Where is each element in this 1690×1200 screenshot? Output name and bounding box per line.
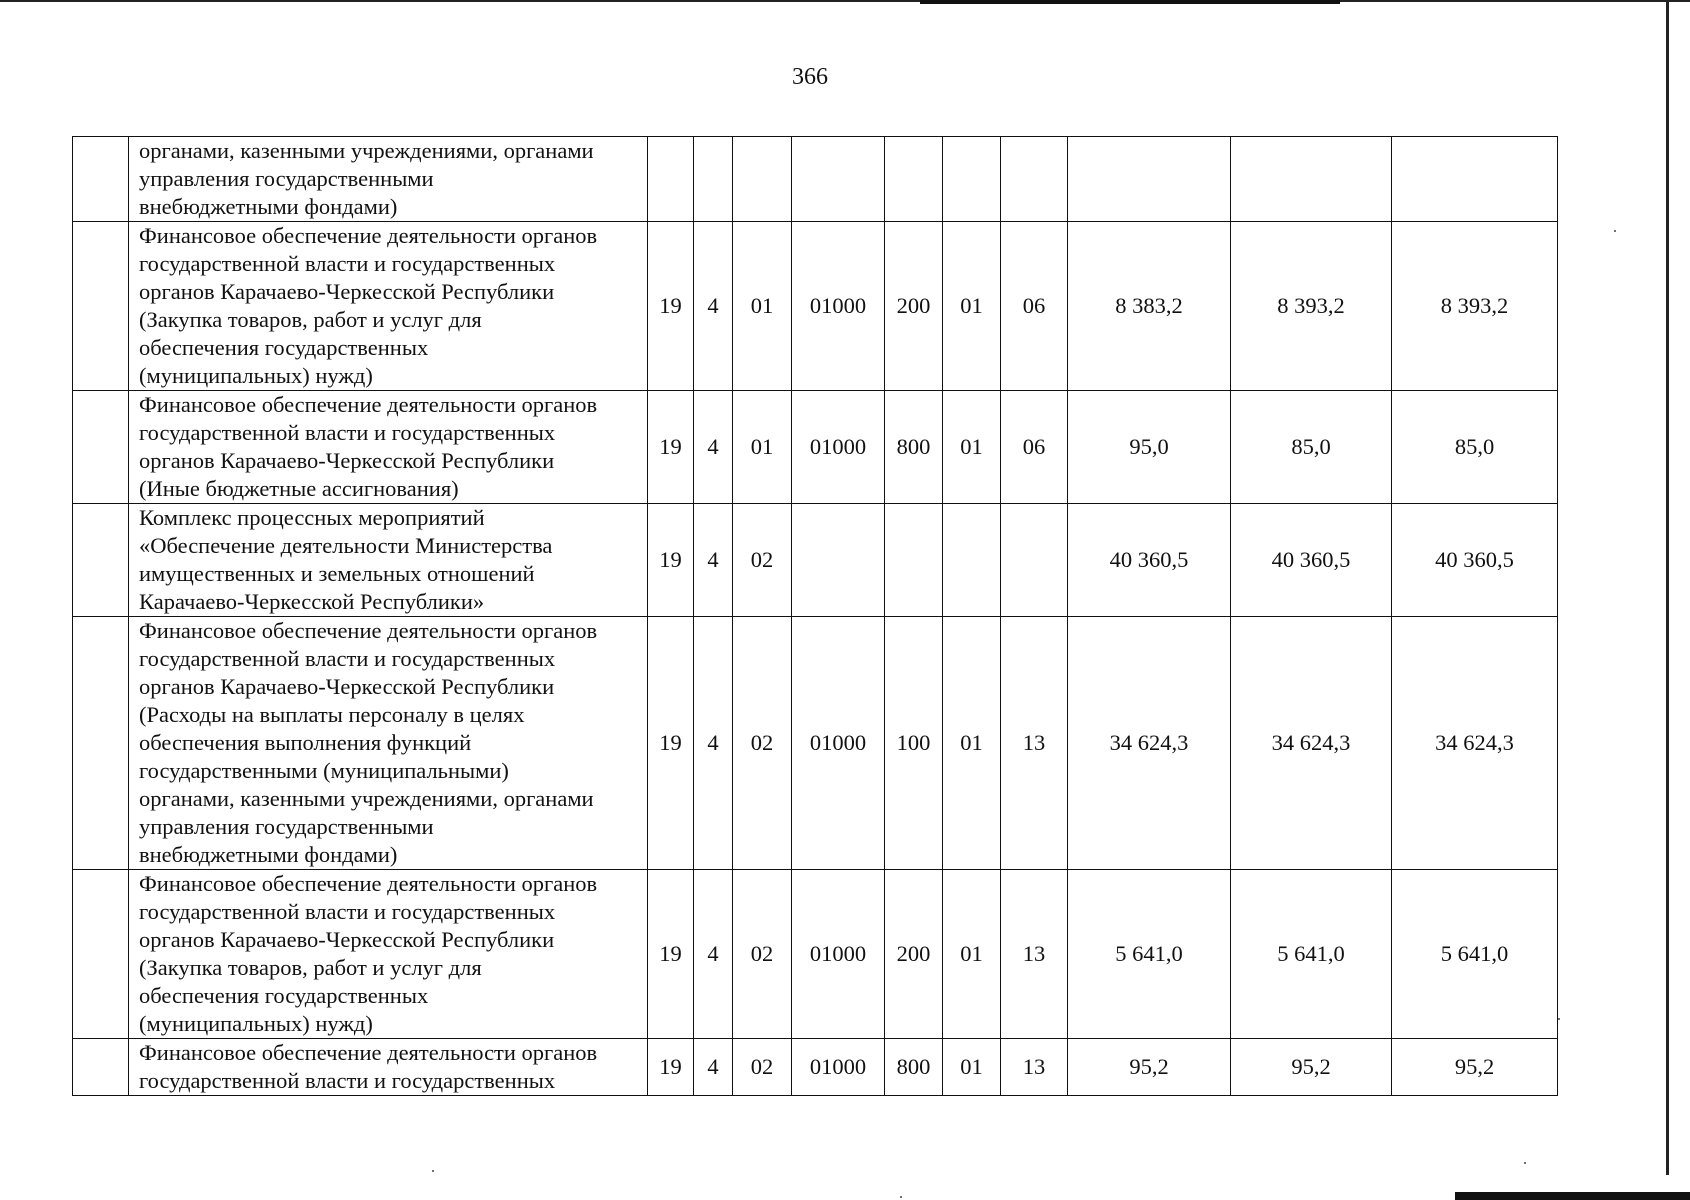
code-expense-type: 100 xyxy=(885,617,943,870)
code-direction: 01000 xyxy=(792,870,885,1039)
code-direction: 01000 xyxy=(792,1039,885,1096)
description-line: государственными (муниципальными) xyxy=(139,758,509,783)
table-row xyxy=(73,617,1558,870)
scan-speck xyxy=(432,1170,434,1172)
page-number: 366 xyxy=(792,64,828,90)
description-cell xyxy=(129,870,648,1039)
description-line: органами, казенными учреждениями, органами xyxy=(139,786,594,811)
description-line: Комплекс процессных мероприятий xyxy=(139,505,485,530)
code-gp: 19 xyxy=(648,1039,694,1096)
code-subprogram: 4 xyxy=(694,222,733,391)
scan-speck xyxy=(1558,1018,1560,1020)
description-line: государственной власти и государственных xyxy=(139,1068,556,1093)
amount-year-2: 5 641,0 xyxy=(1231,870,1392,1039)
table-row xyxy=(73,1039,1558,1096)
row-number-cell xyxy=(73,391,129,504)
amount-year-1: 8 383,2 xyxy=(1068,222,1231,391)
code-subsection: 06 xyxy=(1001,222,1068,391)
amount-year-2: 85,0 xyxy=(1231,391,1392,504)
code-section xyxy=(943,137,1001,222)
amount-year-3: 8 393,2 xyxy=(1392,222,1558,391)
description-line: обеспечения государственных xyxy=(139,983,429,1008)
code-section xyxy=(943,504,1001,617)
row-number-cell xyxy=(73,222,129,391)
code-main-event: 01 xyxy=(733,222,792,391)
description-cell xyxy=(129,222,648,391)
description-line: органов Карачаево-Черкесской Республики xyxy=(139,674,555,699)
scan-speck xyxy=(900,1196,902,1198)
description-cell xyxy=(129,504,648,617)
code-subsection xyxy=(1001,137,1068,222)
amount-year-1: 40 360,5 xyxy=(1068,504,1231,617)
amount-year-1: 95,0 xyxy=(1068,391,1231,504)
description-line: органами, казенными учреждениями, органами xyxy=(139,138,594,163)
amount-year-2: 34 624,3 xyxy=(1231,617,1392,870)
code-gp: 19 xyxy=(648,504,694,617)
code-main-event: 02 xyxy=(733,870,792,1039)
description-line: органов Карачаево-Черкесской Республики xyxy=(139,448,555,473)
table-row xyxy=(73,222,1558,391)
row-number-cell xyxy=(73,504,129,617)
code-subprogram: 4 xyxy=(694,1039,733,1096)
description-line: (Расходы на выплаты персоналу в целях xyxy=(139,702,525,727)
code-expense-type xyxy=(885,504,943,617)
description-line: внебюджетными фондами) xyxy=(139,194,398,219)
code-direction: 01000 xyxy=(792,617,885,870)
amount-year-1 xyxy=(1068,137,1231,222)
description-line: имущественных и земельных отношений xyxy=(139,561,535,586)
description-cell xyxy=(129,391,648,504)
code-main-event: 02 xyxy=(733,617,792,870)
description-line: (муниципальных) нужд) xyxy=(139,1011,373,1036)
code-main-event: 01 xyxy=(733,391,792,504)
amount-year-2 xyxy=(1231,137,1392,222)
scan-speck xyxy=(1614,230,1616,232)
row-number-cell xyxy=(73,870,129,1039)
code-expense-type: 800 xyxy=(885,1039,943,1096)
code-gp: 19 xyxy=(648,391,694,504)
description-line: Карачаево-Черкесской Республики» xyxy=(139,589,485,614)
amount-year-3: 95,2 xyxy=(1392,1039,1558,1096)
description-line: Финансовое обеспечение деятельности органов xyxy=(139,392,598,417)
description-line: государственной власти и государственных xyxy=(139,899,556,924)
scan-edge-bottom xyxy=(1455,1192,1690,1200)
amount-year-2: 40 360,5 xyxy=(1231,504,1392,617)
scan-speck xyxy=(1524,1162,1526,1164)
code-expense-type: 200 xyxy=(885,222,943,391)
description-line: Финансовое обеспечение деятельности органов xyxy=(139,871,598,896)
code-subprogram: 4 xyxy=(694,870,733,1039)
amount-year-2: 8 393,2 xyxy=(1231,222,1392,391)
description-line: (Иные бюджетные ассигнования) xyxy=(139,476,459,501)
code-direction xyxy=(792,504,885,617)
code-gp xyxy=(648,137,694,222)
code-section: 01 xyxy=(943,1039,1001,1096)
description-line: государственной власти и государственных xyxy=(139,420,556,445)
code-section: 01 xyxy=(943,391,1001,504)
description-line: органов Карачаево-Черкесской Республики xyxy=(139,927,555,952)
amount-year-1: 5 641,0 xyxy=(1068,870,1231,1039)
code-subsection: 06 xyxy=(1001,391,1068,504)
description-line: обеспечения выполнения функций xyxy=(139,730,472,755)
budget-table xyxy=(72,136,1558,1096)
code-expense-type: 200 xyxy=(885,870,943,1039)
row-number-cell xyxy=(73,1039,129,1096)
amount-year-1: 95,2 xyxy=(1068,1039,1231,1096)
description-line: внебюджетными фондами) xyxy=(139,842,398,867)
description-line: управления государственными xyxy=(139,814,434,839)
code-main-event: 02 xyxy=(733,504,792,617)
row-number-cell xyxy=(73,617,129,870)
description-line: государственной власти и государственных xyxy=(139,646,556,671)
description-line: Финансовое обеспечение деятельности органов xyxy=(139,1040,598,1065)
table-row xyxy=(73,870,1558,1039)
description-line: Финансовое обеспечение деятельности органов xyxy=(139,618,598,643)
code-section: 01 xyxy=(943,617,1001,870)
description-line: органов Карачаево-Черкесской Республики xyxy=(139,279,555,304)
description-line: государственной власти и государственных xyxy=(139,251,556,276)
table-row xyxy=(73,391,1558,504)
table-body xyxy=(73,137,1558,1096)
scan-edge-top-thick xyxy=(920,0,1340,4)
description-cell xyxy=(129,617,648,870)
amount-year-3: 34 624,3 xyxy=(1392,617,1558,870)
amount-year-3: 5 641,0 xyxy=(1392,870,1558,1039)
code-gp: 19 xyxy=(648,617,694,870)
description-cell xyxy=(129,137,648,222)
table-row xyxy=(73,137,1558,222)
description-line: (Закупка товаров, работ и услуг для xyxy=(139,307,482,332)
description-line: (Закупка товаров, работ и услуг для xyxy=(139,955,482,980)
code-subsection: 13 xyxy=(1001,1039,1068,1096)
code-gp: 19 xyxy=(648,870,694,1039)
amount-year-1: 34 624,3 xyxy=(1068,617,1231,870)
description-line: «Обеспечение деятельности Министерства xyxy=(139,533,553,558)
description-cell xyxy=(129,1039,648,1096)
description-line: (муниципальных) нужд) xyxy=(139,363,373,388)
code-main-event xyxy=(733,137,792,222)
amount-year-3 xyxy=(1392,137,1558,222)
description-line: обеспечения государственных xyxy=(139,335,429,360)
scan-edge-top xyxy=(0,0,1690,2)
code-expense-type: 800 xyxy=(885,391,943,504)
code-direction: 01000 xyxy=(792,222,885,391)
code-subprogram: 4 xyxy=(694,504,733,617)
code-section: 01 xyxy=(943,870,1001,1039)
code-expense-type xyxy=(885,137,943,222)
scan-edge-right xyxy=(1666,0,1669,1175)
code-gp: 19 xyxy=(648,222,694,391)
description-line: управления государственными xyxy=(139,166,434,191)
code-subprogram: 4 xyxy=(694,391,733,504)
code-direction: 01000 xyxy=(792,391,885,504)
code-subsection: 13 xyxy=(1001,870,1068,1039)
table-row xyxy=(73,504,1558,617)
amount-year-2: 95,2 xyxy=(1231,1039,1392,1096)
amount-year-3: 40 360,5 xyxy=(1392,504,1558,617)
code-subsection xyxy=(1001,504,1068,617)
row-number-cell xyxy=(73,137,129,222)
amount-year-3: 85,0 xyxy=(1392,391,1558,504)
code-direction xyxy=(792,137,885,222)
code-section: 01 xyxy=(943,222,1001,391)
code-main-event: 02 xyxy=(733,1039,792,1096)
code-subsection: 13 xyxy=(1001,617,1068,870)
description-line: Финансовое обеспечение деятельности органов xyxy=(139,223,598,248)
code-subprogram: 4 xyxy=(694,617,733,870)
code-subprogram xyxy=(694,137,733,222)
